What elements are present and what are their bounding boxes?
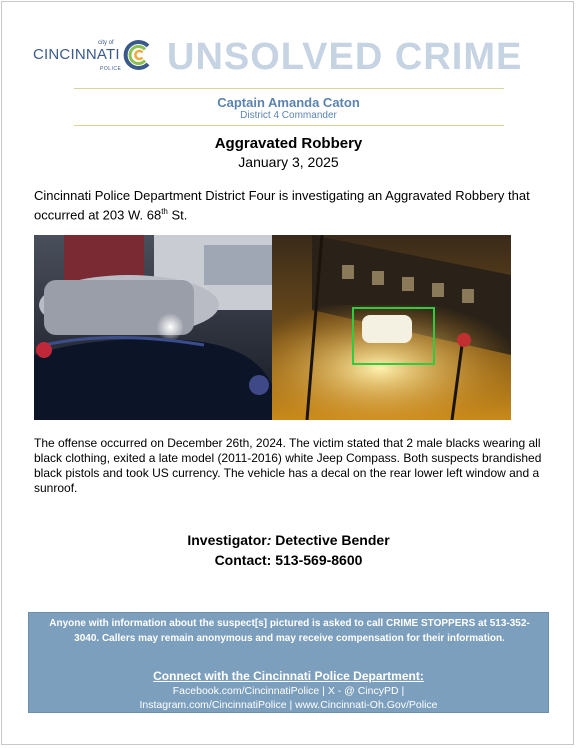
header [30, 36, 540, 80]
bottom-divider [74, 125, 504, 126]
investigator-colon: : [266, 532, 272, 548]
footer-social-links-line2[interactable]: Instagram.com/CincinnatiPolice | www.Cincinnati-Oh.Gov/Police [139, 699, 438, 711]
surveillance-photo-vehicle-image [272, 235, 511, 420]
details-paragraph: The offense occurred on December 26th, 2024. The victim stated that 2 male blacks wearing all black clothing, exited a late model (2011-2016) white Jeep Compass. Both suspects brandished black pistols and took US currency. The vehicle has a decal on the rear lower left window and a sunroof. [34, 436, 542, 495]
footer-social-links-line1[interactable]: Facebook.com/CincinnatiPolice | X - @ CincyPD | [172, 685, 405, 697]
logo-city-text: CINCINNATI [33, 46, 120, 63]
cincinnati-logo-icon [122, 39, 154, 71]
surveillance-photo-suspects [34, 235, 272, 420]
header-title: UNSOLVED CRIME [167, 36, 523, 78]
logo-cityof-text: city of [98, 40, 114, 46]
surveillance-photo-vehicle [272, 235, 511, 420]
footer-connect-heading: Connect with the Cincinnati Police Department: [153, 669, 424, 683]
footer-panel [28, 612, 549, 713]
surveillance-photo-suspects-image [34, 235, 272, 420]
crime-date: January 3, 2025 [238, 154, 339, 170]
investigator-label: Investigator [187, 532, 267, 548]
intro-text: Cincinnati Police Department District Four is investigating an Aggravated Robbery that occurred at 203 W. 68 [34, 188, 530, 223]
captain-name: Captain Amanda Caton [217, 95, 360, 110]
footer-notice: Anyone with information about the suspect[s] pictured is asked to call CRIME STOPPERS at 513-352-3040. Callers may remain anonymous and may receive compensation for their information. [49, 618, 530, 644]
logo-police-text: POLICE [100, 66, 122, 72]
intro-paragraph [34, 188, 549, 223]
intro-superscript: th [161, 207, 168, 216]
investigator-line [0, 532, 577, 548]
investigator-name: Detective Bender [271, 532, 390, 548]
top-divider [74, 88, 504, 89]
crime-type: Aggravated Robbery [214, 135, 363, 152]
contact-line: Contact: 513-569-8600 [214, 552, 363, 568]
captain-title: District 4 Commander [240, 110, 337, 121]
intro-text-end: St. [167, 207, 188, 223]
